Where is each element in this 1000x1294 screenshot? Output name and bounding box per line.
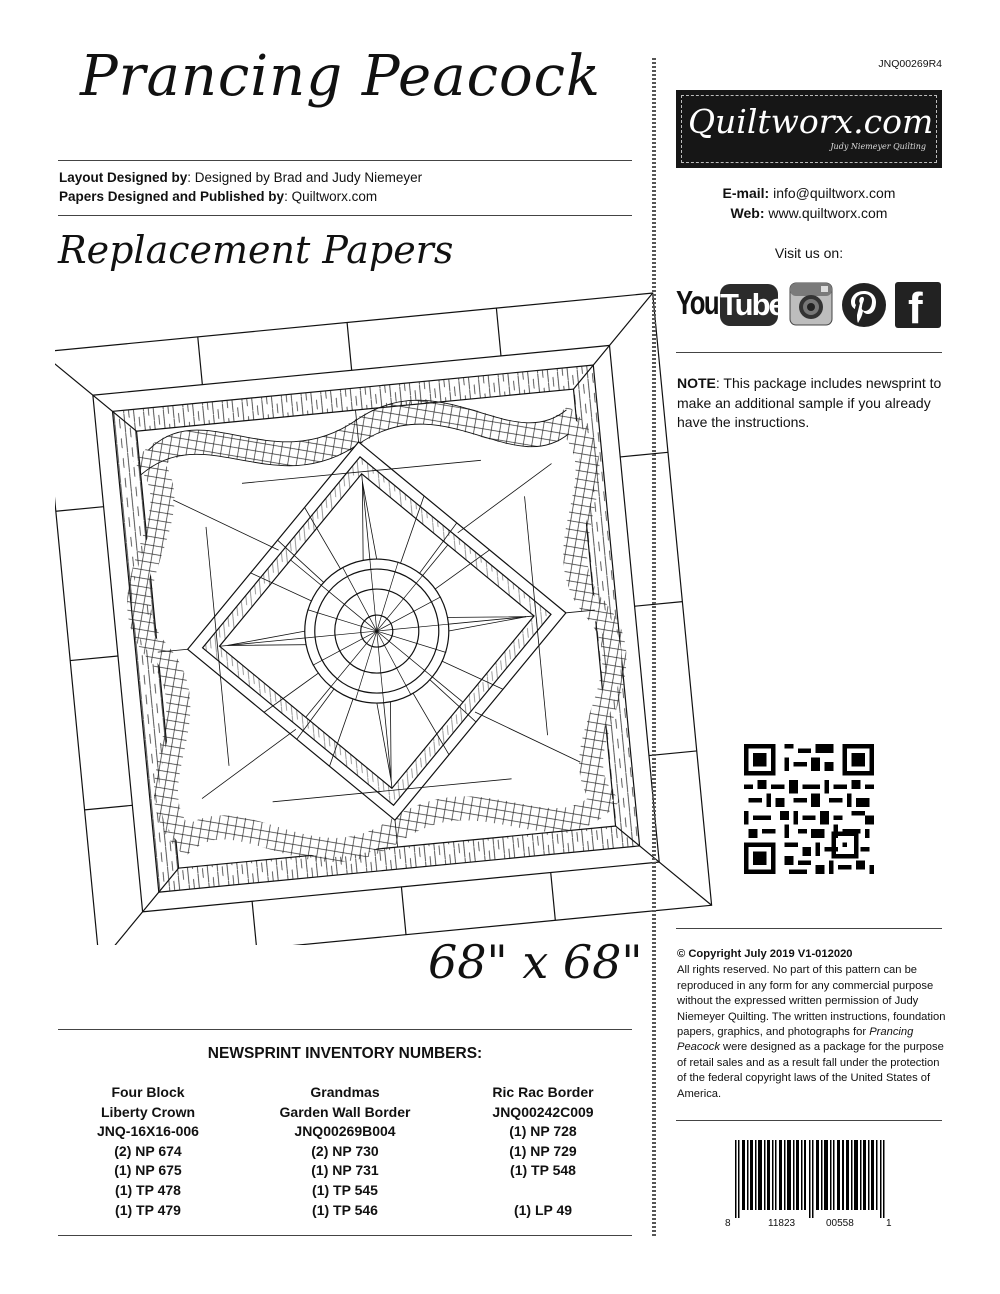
copyright-heading: © Copyright July 2019 V1-012020	[677, 948, 853, 960]
pattern-code: JNQ00269R4	[878, 58, 942, 70]
column-separator	[652, 58, 656, 1236]
youtube-tube-label: Tube	[720, 284, 778, 326]
inventory-heading: NEWSPRINT INVENTORY NUMBERS:	[207, 1045, 483, 1062]
inventory-line: (1) NP 728	[509, 1123, 577, 1140]
barcode-digit-group-2: 00558	[826, 1218, 854, 1229]
copyright-pattern-name: Prancing Peacock	[677, 1026, 914, 1054]
inventory-line: Four Block	[111, 1084, 185, 1100]
inventory-line: (1) TP 548	[510, 1162, 576, 1179]
note-text: : This package includes newsprint to make an additional sample if you already have the instructions.	[677, 375, 942, 430]
inventory-line: (1) TP 546	[312, 1201, 378, 1218]
divider	[58, 1235, 632, 1236]
divider	[676, 352, 942, 353]
web-link[interactable]: www.quiltworx.com	[768, 204, 888, 221]
quiltworx-logo	[676, 90, 942, 168]
inventory-line: Liberty Crown	[100, 1103, 196, 1120]
divider	[676, 928, 942, 929]
subtitle: Replacement Papers	[58, 228, 454, 272]
inventory-column-four-block	[48, 1083, 248, 1220]
inventory-line	[443, 1181, 643, 1201]
inventory-line: (2) NP 730	[311, 1142, 379, 1159]
copyright-text	[677, 963, 947, 1102]
copyright-text-1: All rights reserved. No part of this pattern can be reproduced in any form for any commercial purpose without the expressed written permission of Judy Niemeyer Quilting. The written instructions, foundation papers, graphics, and photographs for	[677, 964, 946, 1039]
quilt-size: 68" x 68"	[428, 935, 643, 989]
web-line	[676, 204, 942, 224]
divider	[58, 1029, 632, 1030]
divider	[676, 1120, 942, 1121]
inventory-line: Grandmas	[310, 1084, 380, 1100]
inventory-line: JNQ00242C009	[492, 1103, 594, 1120]
inventory-line: (2) NP 674	[114, 1142, 182, 1159]
barcode	[733, 1140, 895, 1220]
credit-papers	[59, 187, 422, 206]
credit-layout-label: Layout Designed by	[59, 170, 188, 185]
credit-papers-value: : Quiltworx.com	[284, 189, 378, 204]
note	[677, 374, 945, 433]
email-label: E-mail:	[722, 185, 770, 201]
quilt-illustration	[55, 280, 720, 945]
instagram-icon[interactable]	[789, 282, 833, 328]
inventory-line: (1) NP 731	[311, 1162, 379, 1179]
inventory-line: JNQ-16X16-006	[97, 1123, 199, 1140]
qr-code[interactable]	[744, 744, 874, 874]
inventory-column-ric-rac	[443, 1083, 643, 1220]
facebook-icon[interactable]	[895, 282, 941, 333]
copyright-block	[677, 947, 947, 1102]
pinterest-icon[interactable]	[841, 282, 887, 328]
contact-info	[676, 184, 942, 223]
barcode-digit-first: 8	[725, 1218, 731, 1229]
inventory-line: (1) LP 49	[513, 1201, 573, 1218]
logo-tagline: Judy Niemeyer Quilting	[830, 142, 926, 151]
logo-text: Quiltworx.com	[688, 102, 934, 141]
inventory-line: (1) NP 729	[509, 1142, 577, 1159]
divider	[58, 160, 632, 161]
barcode-digit-last: 1	[886, 1218, 892, 1229]
inventory-line: JNQ00269B004	[294, 1123, 396, 1140]
note-label: NOTE	[677, 375, 716, 391]
youtube-icon[interactable]	[676, 282, 784, 328]
web-label: Web:	[730, 204, 765, 221]
divider	[58, 215, 632, 216]
facebook-letter: f	[908, 284, 923, 333]
inventory-line: (1) NP 675	[114, 1162, 182, 1179]
copyright-text-2: were designed as a package for the purpose of retail sales and as a result fall under the protection of the federal copyright laws of the United States of America.	[677, 1041, 944, 1100]
page-title: Prancing Peacock	[80, 44, 601, 109]
inventory-column-grandmas	[245, 1083, 445, 1220]
visit-us-text: Visit us on:	[774, 245, 844, 261]
credit-papers-label: Papers Designed and Published by	[59, 189, 285, 204]
youtube-you-label: You	[676, 284, 719, 321]
inventory-line: Garden Wall Border	[279, 1103, 411, 1120]
inventory-line: (1) TP 545	[312, 1181, 378, 1198]
credits	[59, 168, 422, 206]
credit-layout	[59, 168, 422, 187]
email-line	[676, 184, 942, 204]
inventory-line: (1) TP 479	[115, 1201, 181, 1218]
inventory-line: Ric Rac Border	[492, 1084, 594, 1100]
email-link[interactable]: info@quiltworx.com	[773, 185, 896, 201]
credit-layout-value: : Designed by Brad and Judy Niemeyer	[187, 170, 423, 185]
inventory-line: (1) TP 478	[115, 1181, 181, 1198]
barcode-digit-group-1: 11823	[768, 1218, 796, 1229]
